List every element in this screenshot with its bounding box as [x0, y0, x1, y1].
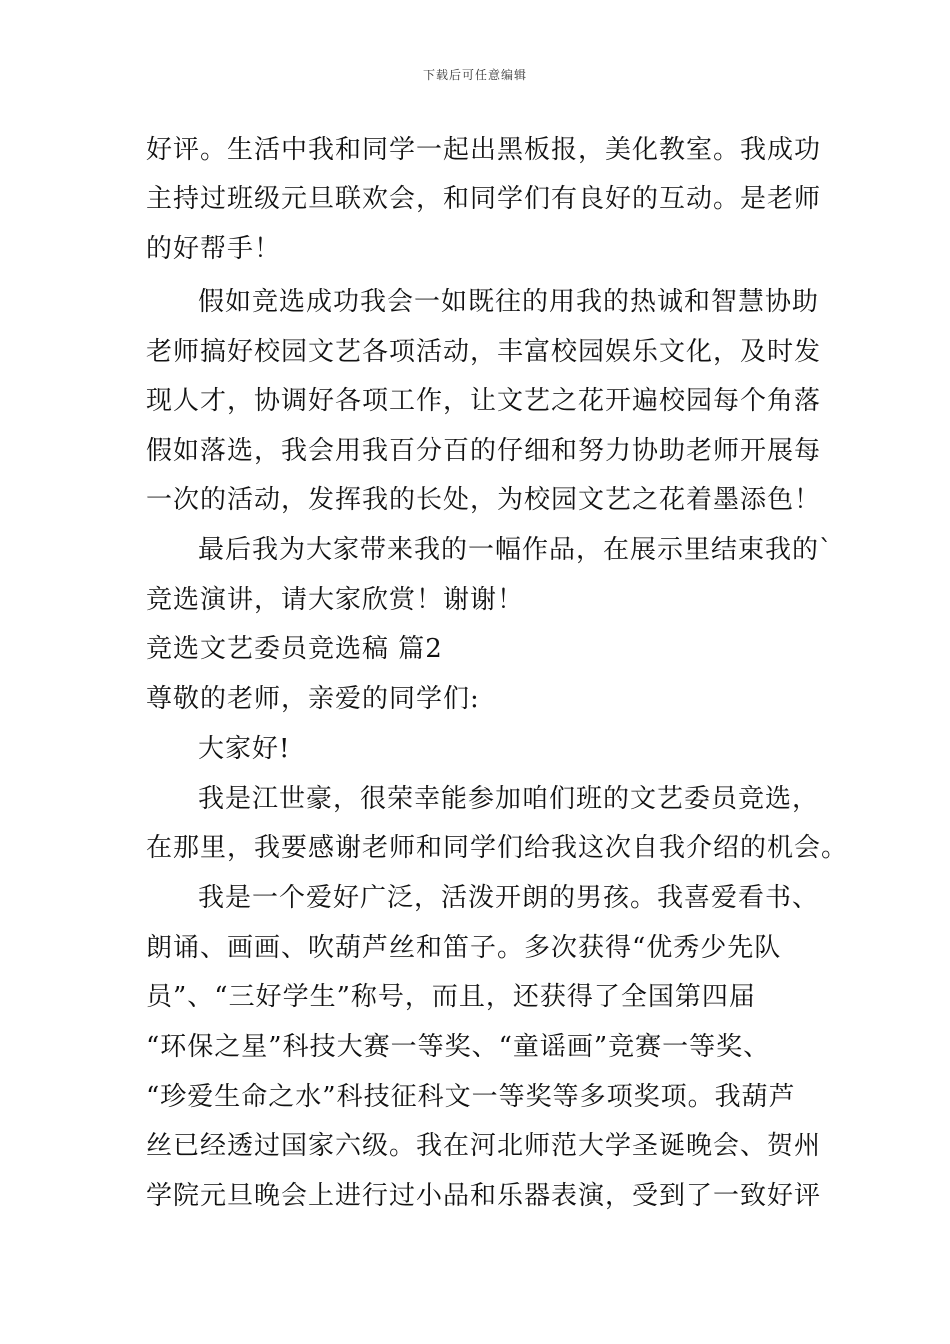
- text-line: 我是一个爱好广泛，活泼开朗的男孩。我喜爱看书、: [198, 883, 820, 913]
- text-line: “环保之星”科技大赛一等奖、“童谣画”竞赛一等奖、: [146, 1032, 771, 1062]
- text-line: 学院元旦晚会上进行过小品和乐器表演，受到了一致好评: [146, 1181, 822, 1211]
- salutation: 尊敬的老师，亲爱的同学们:: [146, 684, 480, 714]
- text-line: 竞选演讲，请大家欣赏！谢谢！: [146, 585, 525, 615]
- text-line: “珍爱生命之水”科技征科文一等奖等多项奖项。我葫芦: [146, 1082, 796, 1112]
- text-line: 老师搞好校园文艺各项活动，丰富校园娱乐文化，及时发: [146, 337, 822, 367]
- text-line: 假如竞选成功我会一如既往的用我的热诚和智慧协助: [198, 287, 820, 317]
- text-line: 好评。生活中我和同学一起出黑板报，美化教室。我成功: [146, 135, 822, 165]
- section-title: 竞选文艺委员竞选稿 篇2: [146, 634, 443, 664]
- text-line: 在那里，我要感谢老师和同学们给我这次自我介绍的机会。: [146, 833, 849, 863]
- greeting: 大家好!: [198, 734, 291, 764]
- page-header-note: 下载后可任意编辑: [422, 68, 527, 82]
- text-line: 最后我为大家带来我的一幅作品，在展示里结束我的`: [198, 535, 834, 565]
- text-line: 我是江世豪，很荣幸能参加咱们班的文艺委员竞选，: [198, 784, 820, 814]
- text-line: 丝已经透过国家六级。我在河北师范大学圣诞晚会、贺州: [146, 1131, 822, 1161]
- text-line: 员”、“三好学生”称号，而且，还获得了全国第四届: [146, 982, 756, 1012]
- text-line: 一次的活动，发挥我的长处，为校园文艺之花着墨添色！: [146, 485, 822, 515]
- text-line: 主持过班级元旦联欢会，和同学们有良好的互动。是老师: [146, 184, 822, 214]
- text-line: 的好帮手！: [146, 234, 282, 264]
- text-line: 朗诵、画画、吹葫芦丝和笛子。多次获得“优秀少先队: [146, 933, 782, 963]
- text-line: 现人才，协调好各项工作，让文艺之花开遍校园每个角落: [146, 386, 822, 416]
- text-line: 假如落选，我会用我百分百的仔细和努力协助老师开展每: [146, 436, 822, 466]
